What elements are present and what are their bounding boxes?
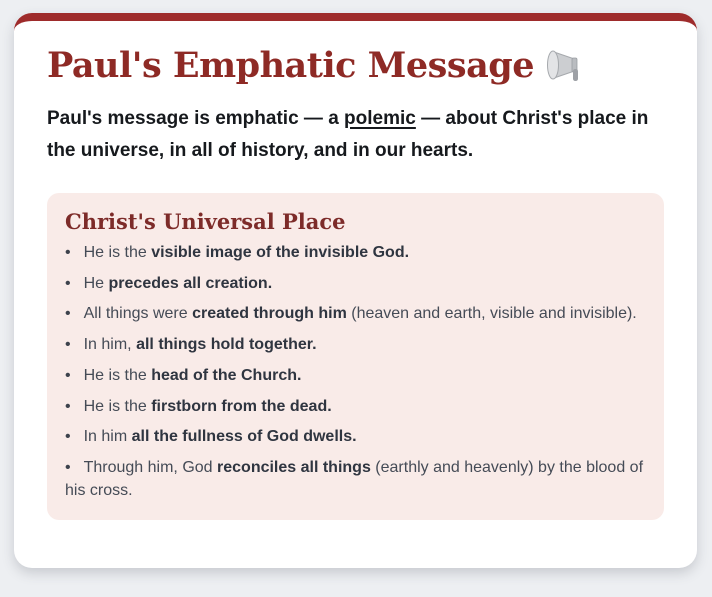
panel-heading: Christ's Universal Place xyxy=(65,209,346,234)
megaphone-icon xyxy=(546,49,582,83)
page-background xyxy=(0,13,712,568)
list-item xyxy=(65,303,644,326)
bold-segment: head of the Church. xyxy=(151,366,302,384)
term-polemic[interactable]: polemic xyxy=(344,108,416,129)
page-title xyxy=(47,45,664,87)
text-segment: He is the xyxy=(83,397,152,415)
page-title-text: Paul's Emphatic Message xyxy=(47,45,535,86)
bold-segment: created through him xyxy=(192,305,347,323)
text-segment: (earthly and heavenly) by the blood of his cross. xyxy=(65,459,644,499)
bold-segment: all things hold together. xyxy=(136,336,317,354)
text-segment: All things were xyxy=(83,305,193,323)
bold-segment: reconciles all things xyxy=(217,459,371,477)
text-segment: (heaven and earth, visible and invisible). xyxy=(346,305,637,323)
list-item xyxy=(65,242,644,265)
bold-segment: visible image of the invisible God. xyxy=(151,244,410,261)
intro-paragraph xyxy=(47,103,664,167)
bold-segment: firstborn from the dead. xyxy=(151,397,332,415)
list-item xyxy=(65,273,644,296)
list-item xyxy=(65,365,644,388)
text-segment: In him xyxy=(83,428,132,446)
list-item xyxy=(65,457,644,502)
bold-segment: all the fullness of God dwells. xyxy=(131,428,357,446)
christ-place-panel xyxy=(47,193,664,520)
christ-place-list xyxy=(65,242,644,502)
text-segment: Paul's message is emphatic — a xyxy=(47,108,345,129)
text-segment: He xyxy=(83,274,109,292)
text-segment: He is the xyxy=(83,244,152,261)
list-item xyxy=(65,396,644,419)
text-segment: — about Christ's place in the universe, in all of history, and in our hearts. xyxy=(47,108,649,161)
content-card xyxy=(14,13,697,568)
text-segment: In him, xyxy=(83,336,137,354)
list-item xyxy=(65,426,644,449)
text-segment: He is the xyxy=(83,366,152,384)
text-segment: Through him, God xyxy=(83,459,218,477)
list-item xyxy=(65,334,644,357)
bold-segment: precedes all creation. xyxy=(108,274,273,292)
